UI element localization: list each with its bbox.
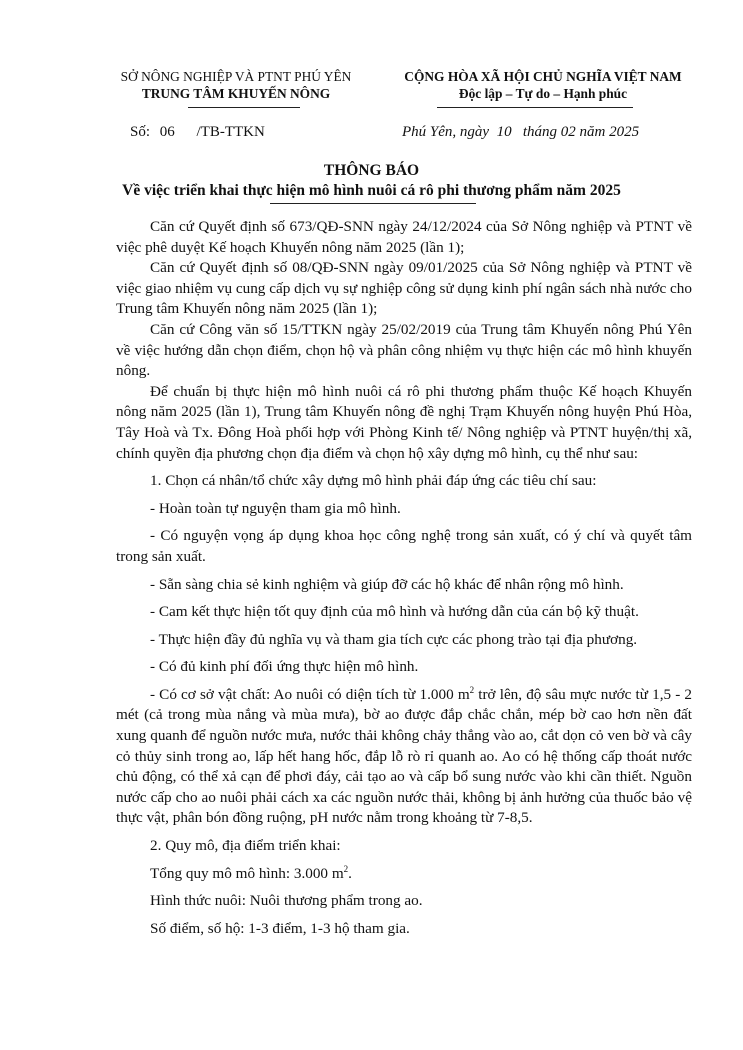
document-number	[130, 124, 271, 141]
facility-superscript: 2	[469, 684, 475, 695]
number-value: 06	[159, 124, 175, 140]
form-line: Hình thức nuôi: Nuôi thương phẩm trong ao.	[150, 892, 423, 910]
number-label: Số:	[130, 124, 151, 140]
criteria-item: - Có đủ kinh phí đối ứng thực hiện mô hình.	[150, 658, 419, 676]
criteria-item: - Hoàn toàn tự nguyện tham gia mô hình.	[150, 499, 401, 517]
facility-text-start: - Có cơ sở vật chất: Ao nuôi có diện tích từ 1.000 m	[150, 685, 470, 703]
paragraph: Căn cứ Công văn số 15/TTKN ngày 25/02/2019 của Trung tâm Khuyến nông Phú Yên về việc hướng dẫn chọn điểm, chọn hộ và phân công nhiệm vụ thực hiện các mô hình khuyến nông.	[116, 320, 692, 380]
paragraph: Căn cứ Quyết định số 673/QĐ-SNN ngày 24/12/2024 của Sở Nông nghiệp và PTNT về việc phê duyệt Kế hoạch Khuyến nông năm 2025 (lần 1);	[116, 218, 692, 256]
paragraph: Để chuẩn bị thực hiện mô hình nuôi cá rô phi thương phẩm thuộc Kế hoạch Khuyến nông năm 2025 (lần 1), Trung tâm Khuyến nông đề nghị Trạm Khuyến nông huyện Phú Hòa, Tây Hoà và Tx. Đông Hoà phối hợp với Phòng Kinh tế/ Nông nghiệp và PTNT huyện/thị xã, chính quyền địa phương chọn địa điểm và chọn hộ xây dựng mô hình, cụ thể như sau:	[116, 382, 692, 462]
number-suffix: /TB-TTKN	[196, 124, 265, 140]
national-title: CỘNG HÒA XÃ HỘI CHỦ NGHĨA VIỆT NAM	[404, 69, 682, 84]
subtitle-underline	[270, 203, 476, 204]
facility-text-rest: trở lên, độ sâu mực nước từ 1,5 - 2 mét (cả trong mùa nắng và mùa mưa), bờ ao được đắp chắc chắn, mép bờ cao hơn nền đất xung quanh để nguồn nước mưa, nước thải không chảy thẳng vào ao, cắt dọn cỏ ven bờ và cây cỏ thủy sinh trong ao, lấp hết hang hốc, đắp lỗ rò rỉ quanh ao. Ao có hệ thống cấp thoát nước chủ động, có thể xả cạn để phơi đáy, cải tạo ao và cấp bổ sung nước vào khi cần thiết. Nguồn nước cấp cho ao nuôi phải cách xa các nguồn nước thải, không bị ảnh hưởng của thuốc bảo vệ thực vật, phân bón đồng ruộng, pH nước nằm trong khoảng từ 7-8,5.	[116, 685, 693, 827]
document-subtitle: Về việc triển khai thực hiện mô hình nuôi cá rô phi thương phẩm năm 2025	[122, 182, 621, 199]
section-heading: 2. Quy mô, địa điểm triển khai:	[150, 837, 341, 855]
scale-text: Tổng quy mô mô hình: 3.000 m	[150, 864, 344, 882]
criteria-item: - Sẵn sàng chia sẻ kinh nghiệm và giúp đỡ các hộ khác để nhân rộng mô hình.	[150, 575, 624, 593]
agency-parent: SỞ NÔNG NGHIỆP VÀ PTNT PHÚ YÊN	[120, 69, 352, 84]
scale-line	[116, 864, 692, 885]
scale-end: .	[348, 864, 352, 882]
criteria-item: - Thực hiện đầy đủ nghĩa vụ và tham gia tích cực các phong trào tại địa phương.	[150, 630, 638, 648]
facility-criteria	[116, 685, 692, 829]
agency-underline	[188, 107, 300, 108]
criteria-item: - Cam kết thực hiện tốt quy định của mô hình và hướng dẫn của cán bộ kỹ thuật.	[150, 603, 639, 621]
agency-name: TRUNG TÂM KHUYẾN NÔNG	[141, 86, 331, 101]
national-motto: Độc lập – Tự do – Hạnh phúc	[458, 86, 628, 101]
document-title: THÔNG BÁO	[323, 162, 420, 179]
agency-header	[96, 68, 376, 102]
criteria-heading: 1. Chọn cá nhân/tổ chức xây dựng mô hình phải đáp ứng các tiêu chí sau:	[150, 472, 597, 490]
motto-underline	[437, 107, 633, 108]
scale-superscript: 2	[343, 863, 349, 874]
place-date: Phú Yên, ngày 10 tháng 02 năm 2025	[402, 124, 640, 140]
points-line: Số điểm, số hộ: 1-3 điểm, 1-3 hộ tham gia.	[150, 919, 410, 937]
criteria-item: - Có nguyện vọng áp dụng khoa học công nghệ trong sản xuất, có ý chí và quyết tâm trong sản xuất.	[116, 527, 692, 565]
national-header	[373, 68, 713, 102]
paragraph: Căn cứ Quyết định số 08/QĐ-SNN ngày 09/01/2025 của Sở Nông nghiệp và PTNT về việc giao nhiệm vụ cung cấp dịch vụ sự nghiệp công sử dụng kinh phí ngân sách nhà nước cho Trung tâm Khuyến nông năm 2025 (lần 1);	[116, 259, 692, 318]
document-body	[116, 217, 692, 939]
